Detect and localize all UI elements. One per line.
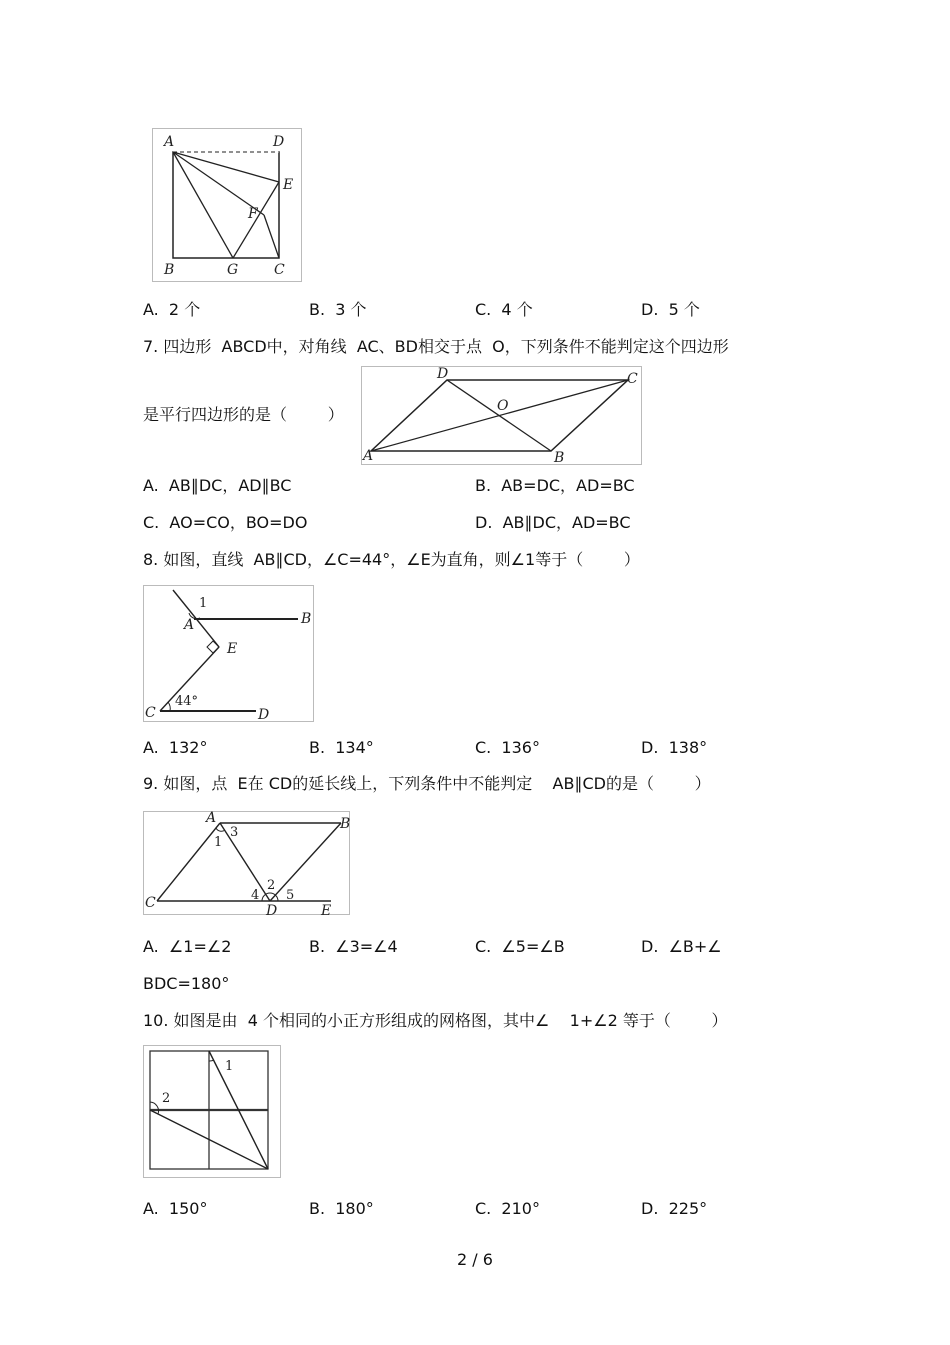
- q6-option-d[interactable]: D. 5 个: [641, 300, 700, 319]
- q8-option-d[interactable]: D. 138°: [641, 738, 708, 757]
- fig10-label-1: 1: [225, 1059, 234, 1074]
- q10-option-d[interactable]: D. 225°: [641, 1199, 708, 1218]
- fig8-label-44deg: 44°: [175, 694, 199, 709]
- q7-stem-line2: 是平行四边形的是（ ）: [143, 405, 344, 424]
- q10-stem: 10. 如图是由 4 个相同的小正方形组成的网格图，其中∠ 1+∠2 等于（ ）: [143, 1011, 728, 1030]
- q8-option-a[interactable]: A. 132°: [143, 738, 208, 757]
- fig7-label-d: D: [437, 366, 449, 382]
- q6-option-b[interactable]: B. 3 个: [309, 300, 367, 319]
- fig9-label-2: 2: [267, 878, 276, 893]
- fig8-label-a: A: [184, 617, 195, 633]
- fig6-label-b: B: [164, 262, 175, 278]
- fig8-label-c: C: [145, 705, 156, 721]
- q10-option-a[interactable]: A. 150°: [143, 1199, 208, 1218]
- q7-option-d[interactable]: D. AB∥DC，AD=BC: [475, 513, 631, 532]
- q9-option-c[interactable]: C. ∠5=∠B: [475, 937, 565, 956]
- figure-parallelogram-q7: [361, 366, 643, 466]
- q6-option-c[interactable]: C. 4 个: [475, 300, 533, 319]
- q9-option-d[interactable]: D. ∠B+∠: [641, 937, 722, 956]
- q8-option-b[interactable]: B. 134°: [309, 738, 374, 757]
- fig9-label-d: D: [266, 903, 278, 917]
- q8-stem: 8. 如图，直线 AB∥CD，∠C=44°，∠E为直角，则∠1等于（ ）: [143, 550, 640, 569]
- fig6-label-e: E: [283, 177, 294, 193]
- fig10-label-2: 2: [162, 1091, 171, 1106]
- q10-option-b[interactable]: B. 180°: [309, 1199, 374, 1218]
- page-number: 2 / 6: [457, 1250, 493, 1269]
- fig9-label-e: E: [321, 903, 332, 917]
- q9-option-b[interactable]: B. ∠3=∠4: [309, 937, 398, 956]
- fig7-label-c: C: [627, 371, 638, 387]
- fig8-label-1: 1: [199, 596, 208, 611]
- q7-option-a[interactable]: A. AB∥DC，AD∥BC: [143, 476, 292, 495]
- fig7-label-a: A: [363, 448, 374, 464]
- fig6-label-c: C: [274, 262, 285, 278]
- fig6-label-f: F: [248, 206, 258, 222]
- fig9-label-b: B: [340, 816, 351, 832]
- fig9-label-1: 1: [214, 835, 223, 850]
- fig8-label-e: E: [227, 641, 238, 657]
- q10-option-c[interactable]: C. 210°: [475, 1199, 540, 1218]
- q7-stem-line1: 7. 四边形 ABCD中，对角线 AC、BD相交于点 O，下列条件不能判定这个四边形: [143, 337, 729, 356]
- fig9-label-a: A: [206, 811, 217, 826]
- q9-option-a[interactable]: A. ∠1=∠2: [143, 937, 232, 956]
- fig9-label-c: C: [145, 895, 156, 911]
- fig9-label-4: 4: [251, 888, 260, 903]
- q9-option-d-cont: BDC=180°: [143, 974, 230, 993]
- fig7-label-o: O: [497, 398, 509, 414]
- fig9-label-3: 3: [230, 825, 239, 840]
- q7-option-c[interactable]: C. AO=CO，BO=DO: [143, 513, 308, 532]
- figure-square-abcd: [152, 128, 304, 284]
- fig9-label-5: 5: [286, 888, 295, 903]
- fig8-label-d: D: [258, 707, 270, 723]
- fig6-label-g: G: [227, 262, 239, 278]
- fig8-label-b: B: [301, 611, 312, 627]
- q6-option-a[interactable]: A. 2 个: [143, 300, 201, 319]
- q9-stem: 9. 如图，点 E在 CD的延长线上，下列条件中不能判定 AB∥CD的是（ ）: [143, 774, 711, 793]
- figure-q8: [143, 585, 315, 723]
- fig7-label-b: B: [554, 450, 565, 466]
- figure-q9: [143, 811, 351, 917]
- q7-option-b[interactable]: B. AB=DC，AD=BC: [475, 476, 635, 495]
- q8-option-c[interactable]: C. 136°: [475, 738, 540, 757]
- fig6-label-d: D: [273, 134, 285, 150]
- fig6-label-a: A: [164, 134, 175, 150]
- figure-q10: [143, 1045, 283, 1179]
